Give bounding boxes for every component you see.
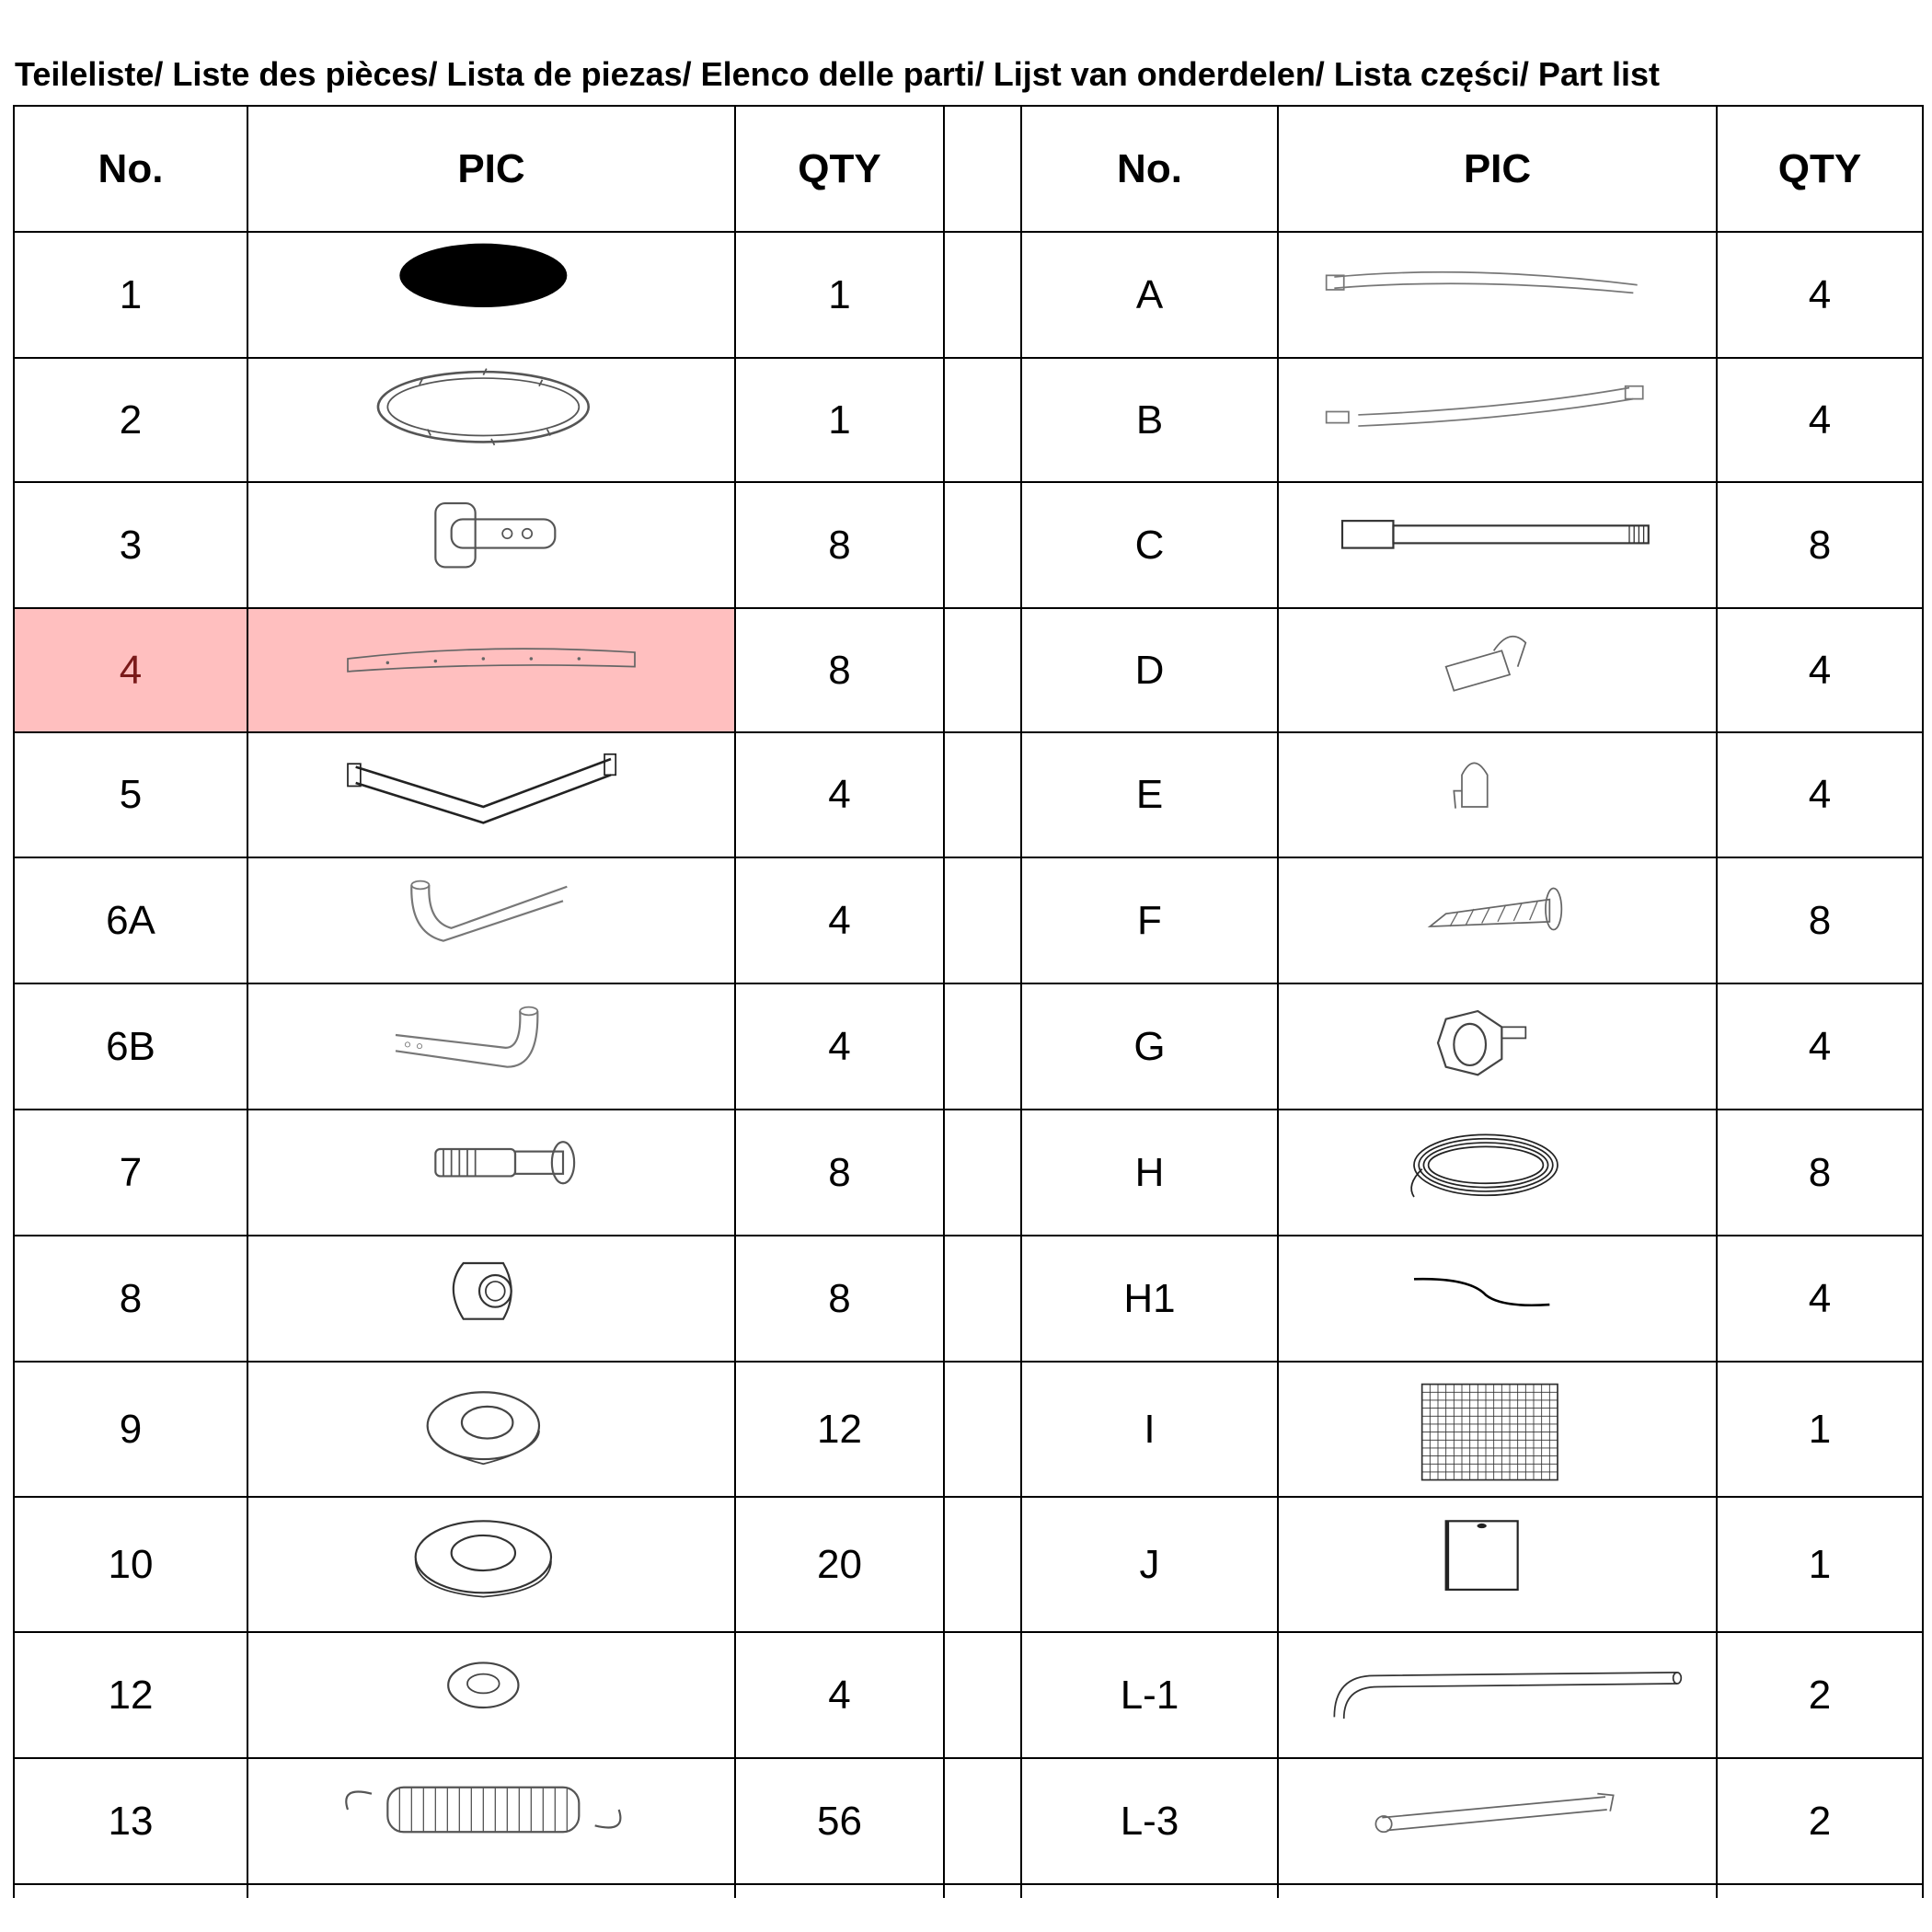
part-number: 3 bbox=[119, 522, 143, 568]
table-row bbox=[14, 608, 1923, 732]
part-quantity-cell bbox=[735, 482, 944, 608]
part-number: E bbox=[1135, 772, 1164, 817]
table-row bbox=[14, 1632, 1923, 1758]
part-quantity-cell bbox=[1717, 1632, 1923, 1758]
part-picture-cell bbox=[247, 1110, 735, 1236]
table-row bbox=[14, 732, 1923, 857]
part-picture-cell bbox=[247, 1632, 735, 1758]
part-number-cell bbox=[14, 1497, 247, 1632]
part-picture-cell bbox=[1278, 1758, 1717, 1884]
part-quantity: 4 bbox=[1808, 772, 1832, 817]
part-picture-cell bbox=[247, 857, 735, 983]
part-quantity-cell bbox=[1717, 857, 1923, 983]
part-picture-cell bbox=[1278, 983, 1717, 1110]
column-gap bbox=[944, 1110, 1021, 1236]
part-quantity-cell bbox=[1717, 1236, 1923, 1362]
l-tube-a-icon bbox=[307, 861, 675, 981]
table-row bbox=[14, 1362, 1923, 1497]
header-pic: PIC bbox=[247, 106, 735, 232]
spring-pad-ring-icon bbox=[307, 361, 675, 480]
part-number-cell bbox=[14, 732, 247, 857]
part-quantity-cell bbox=[1717, 1110, 1923, 1236]
frame-tube-icon bbox=[307, 611, 675, 730]
column-gap bbox=[944, 1632, 1021, 1758]
curved-tube-b-icon bbox=[1291, 361, 1705, 480]
part-quantity: 1 bbox=[828, 271, 851, 317]
wire-icon bbox=[1291, 1239, 1705, 1359]
part-picture-cell bbox=[1278, 1236, 1717, 1362]
column-gap bbox=[944, 732, 1021, 857]
header-qty: QTY bbox=[1717, 106, 1923, 232]
part-number: H1 bbox=[1123, 1275, 1176, 1321]
part-quantity-cell bbox=[735, 1758, 944, 1884]
part-quantity: 2 bbox=[1808, 1798, 1832, 1844]
part-quantity-cell bbox=[735, 1110, 944, 1236]
part-number-cell bbox=[1021, 1362, 1278, 1497]
part-number: 13 bbox=[108, 1798, 154, 1844]
part-number-cell bbox=[14, 1236, 247, 1362]
part-quantity-cell bbox=[735, 983, 944, 1110]
part-number-cell bbox=[1021, 732, 1278, 857]
table-row bbox=[14, 857, 1923, 983]
part-number-cell bbox=[1021, 358, 1278, 482]
part-number: 6A bbox=[106, 897, 155, 943]
part-number-cell bbox=[1021, 983, 1278, 1110]
part-number: L-3 bbox=[1120, 1798, 1179, 1844]
part-quantity-cell bbox=[735, 358, 944, 482]
header-qty: QTY bbox=[735, 106, 944, 232]
part-number: 9 bbox=[119, 1406, 143, 1452]
part-picture-cell bbox=[247, 983, 735, 1110]
part-number-cell bbox=[1021, 1758, 1278, 1884]
column-gap bbox=[944, 983, 1021, 1110]
part-picture-cell bbox=[247, 1758, 735, 1884]
part-picture-cell bbox=[1278, 1362, 1717, 1497]
cord-coil-icon bbox=[1291, 1113, 1705, 1233]
part-quantity: 1 bbox=[1808, 1541, 1832, 1587]
handle-tube-icon bbox=[1291, 1636, 1705, 1755]
knob-icon bbox=[1291, 987, 1705, 1107]
screw-icon bbox=[1291, 861, 1705, 981]
l-tube-b-icon bbox=[307, 987, 675, 1107]
part-quantity: 20 bbox=[817, 1541, 862, 1587]
part-quantity-cell bbox=[735, 732, 944, 857]
part-number-cell bbox=[1021, 1236, 1278, 1362]
part-picture-cell bbox=[247, 358, 735, 482]
table-row bbox=[14, 1497, 1923, 1632]
part-number: 12 bbox=[108, 1672, 154, 1718]
flat-washer-icon bbox=[307, 1505, 675, 1625]
part-number-cell bbox=[14, 983, 247, 1110]
part-quantity-cell bbox=[1717, 232, 1923, 358]
column-gap bbox=[944, 1362, 1021, 1497]
short-tube-icon bbox=[1291, 1762, 1705, 1881]
part-quantity-cell bbox=[1717, 983, 1923, 1110]
part-picture-cell bbox=[247, 1497, 735, 1632]
part-quantity: 8 bbox=[828, 522, 851, 568]
part-quantity: 4 bbox=[1808, 271, 1832, 317]
part-number-cell bbox=[14, 1110, 247, 1236]
part-quantity-cell bbox=[1717, 1758, 1923, 1884]
table-row bbox=[14, 1110, 1923, 1236]
column-gap bbox=[944, 1884, 1021, 1898]
part-quantity: 8 bbox=[828, 1275, 851, 1321]
part-number-cell bbox=[14, 1632, 247, 1758]
column-gap bbox=[944, 358, 1021, 482]
part-number: 5 bbox=[119, 772, 143, 817]
part-picture-cell bbox=[1278, 482, 1717, 608]
part-number-cell bbox=[1021, 1110, 1278, 1236]
part-number: I bbox=[1144, 1406, 1156, 1452]
part-number-cell bbox=[14, 857, 247, 983]
empty-cell bbox=[1021, 1884, 1278, 1898]
part-number: 2 bbox=[119, 397, 143, 443]
part-number: G bbox=[1133, 1023, 1166, 1069]
part-number-cell bbox=[14, 1362, 247, 1497]
header-row bbox=[14, 106, 1923, 232]
curved-tube-a-icon bbox=[1291, 236, 1705, 355]
net-icon bbox=[1291, 1370, 1705, 1489]
header-no: No. bbox=[14, 106, 247, 232]
part-quantity: 8 bbox=[1808, 897, 1832, 943]
spring-washer-icon bbox=[307, 1370, 675, 1489]
part-picture-cell bbox=[1278, 732, 1717, 857]
part-quantity-cell bbox=[735, 608, 944, 732]
part-quantity: 12 bbox=[817, 1406, 862, 1452]
column-gap bbox=[944, 482, 1021, 608]
part-number: J bbox=[1139, 1541, 1160, 1587]
empty-cell bbox=[735, 1884, 944, 1898]
part-picture-cell bbox=[1278, 358, 1717, 482]
part-number: L-1 bbox=[1120, 1672, 1179, 1718]
table-row bbox=[14, 232, 1923, 358]
threaded-rod-icon bbox=[1291, 486, 1705, 605]
table-row bbox=[14, 1758, 1923, 1884]
part-picture-cell bbox=[1278, 1110, 1717, 1236]
page-title: Teileliste/ Liste des pièces/ Lista de piezas/ Elenco delle parti/ Lijst van onderdelen/ Lista części/ Part list bbox=[15, 55, 1660, 93]
part-quantity: 4 bbox=[1808, 647, 1832, 693]
table-row bbox=[14, 1236, 1923, 1362]
part-number: D bbox=[1134, 647, 1165, 693]
table-row bbox=[14, 983, 1923, 1110]
bolt-icon bbox=[307, 1113, 675, 1233]
part-quantity: 4 bbox=[1808, 397, 1832, 443]
empty-cell bbox=[1278, 1884, 1717, 1898]
small-washer-icon bbox=[307, 1636, 675, 1755]
v-tube-icon bbox=[307, 735, 675, 855]
column-gap bbox=[944, 1497, 1021, 1632]
part-quantity-cell bbox=[735, 1236, 944, 1362]
column-gap bbox=[944, 1758, 1021, 1884]
part-number-cell bbox=[14, 1758, 247, 1884]
part-number-cell bbox=[14, 608, 247, 732]
part-number: H bbox=[1134, 1149, 1165, 1195]
part-quantity: 4 bbox=[828, 772, 851, 817]
part-quantity-cell bbox=[1717, 1497, 1923, 1632]
part-quantity-cell bbox=[1717, 482, 1923, 608]
part-picture-cell bbox=[1278, 232, 1717, 358]
table-row-cut-off bbox=[14, 1884, 1923, 1898]
t-connector-icon bbox=[307, 486, 675, 605]
part-quantity-cell bbox=[1717, 732, 1923, 857]
column-gap bbox=[944, 608, 1021, 732]
column-gap bbox=[944, 1236, 1021, 1362]
parts-table bbox=[13, 105, 1924, 1898]
header-pic: PIC bbox=[1278, 106, 1717, 232]
part-number-cell bbox=[14, 232, 247, 358]
empty-cell bbox=[1717, 1884, 1923, 1898]
bag-icon bbox=[1291, 1505, 1705, 1625]
part-number: 4 bbox=[119, 647, 143, 693]
part-quantity: 8 bbox=[1808, 522, 1832, 568]
table-row bbox=[14, 358, 1923, 482]
part-quantity: 1 bbox=[828, 397, 851, 443]
part-picture-cell bbox=[247, 1236, 735, 1362]
part-picture-cell bbox=[1278, 1497, 1717, 1632]
part-number: 6B bbox=[106, 1023, 155, 1069]
part-picture-cell bbox=[1278, 1632, 1717, 1758]
column-gap bbox=[944, 232, 1021, 358]
jump-mat-icon bbox=[307, 236, 675, 355]
spring-icon bbox=[307, 1762, 675, 1881]
part-number-cell bbox=[14, 358, 247, 482]
part-quantity: 56 bbox=[817, 1798, 862, 1844]
part-number: 10 bbox=[108, 1541, 154, 1587]
part-number-cell bbox=[14, 482, 247, 608]
part-number: B bbox=[1135, 397, 1164, 443]
part-quantity: 4 bbox=[1808, 1275, 1832, 1321]
part-number: 8 bbox=[119, 1275, 143, 1321]
empty-cell bbox=[247, 1884, 735, 1898]
part-number: 1 bbox=[119, 271, 143, 317]
part-quantity: 8 bbox=[1808, 1149, 1832, 1195]
part-number: A bbox=[1135, 271, 1164, 317]
part-number: F bbox=[1137, 897, 1162, 943]
part-number-cell bbox=[1021, 608, 1278, 732]
clip-icon bbox=[1291, 611, 1705, 730]
header-no: No. bbox=[1021, 106, 1278, 232]
part-picture-cell bbox=[247, 482, 735, 608]
part-number-cell bbox=[1021, 232, 1278, 358]
part-number: C bbox=[1134, 522, 1165, 568]
empty-cell bbox=[14, 1884, 247, 1898]
column-gap bbox=[944, 106, 1021, 232]
part-quantity-cell bbox=[735, 1497, 944, 1632]
part-quantity-cell bbox=[1717, 1362, 1923, 1497]
cap-nut-icon bbox=[307, 1239, 675, 1359]
part-quantity: 8 bbox=[828, 1149, 851, 1195]
part-quantity-cell bbox=[1717, 608, 1923, 732]
part-quantity: 1 bbox=[1808, 1406, 1832, 1452]
part-quantity-cell bbox=[735, 1362, 944, 1497]
part-number-cell bbox=[1021, 1632, 1278, 1758]
part-quantity: 4 bbox=[828, 1672, 851, 1718]
column-gap bbox=[944, 857, 1021, 983]
part-quantity: 4 bbox=[828, 1023, 851, 1069]
part-quantity: 8 bbox=[828, 647, 851, 693]
part-number-cell bbox=[1021, 857, 1278, 983]
table-row bbox=[14, 482, 1923, 608]
end-cap-icon bbox=[1291, 735, 1705, 855]
part-quantity: 4 bbox=[828, 897, 851, 943]
part-picture-cell bbox=[247, 1362, 735, 1497]
part-number-cell bbox=[1021, 482, 1278, 608]
part-number: 7 bbox=[119, 1149, 143, 1195]
part-quantity-cell bbox=[735, 232, 944, 358]
part-picture-cell bbox=[247, 732, 735, 857]
part-picture-cell bbox=[1278, 608, 1717, 732]
part-number-cell bbox=[1021, 1497, 1278, 1632]
part-quantity: 2 bbox=[1808, 1672, 1832, 1718]
part-quantity-cell bbox=[735, 857, 944, 983]
part-quantity: 4 bbox=[1808, 1023, 1832, 1069]
part-picture-cell bbox=[247, 232, 735, 358]
part-quantity-cell bbox=[1717, 358, 1923, 482]
part-picture-cell bbox=[247, 608, 735, 732]
part-picture-cell bbox=[1278, 857, 1717, 983]
part-quantity-cell bbox=[735, 1632, 944, 1758]
